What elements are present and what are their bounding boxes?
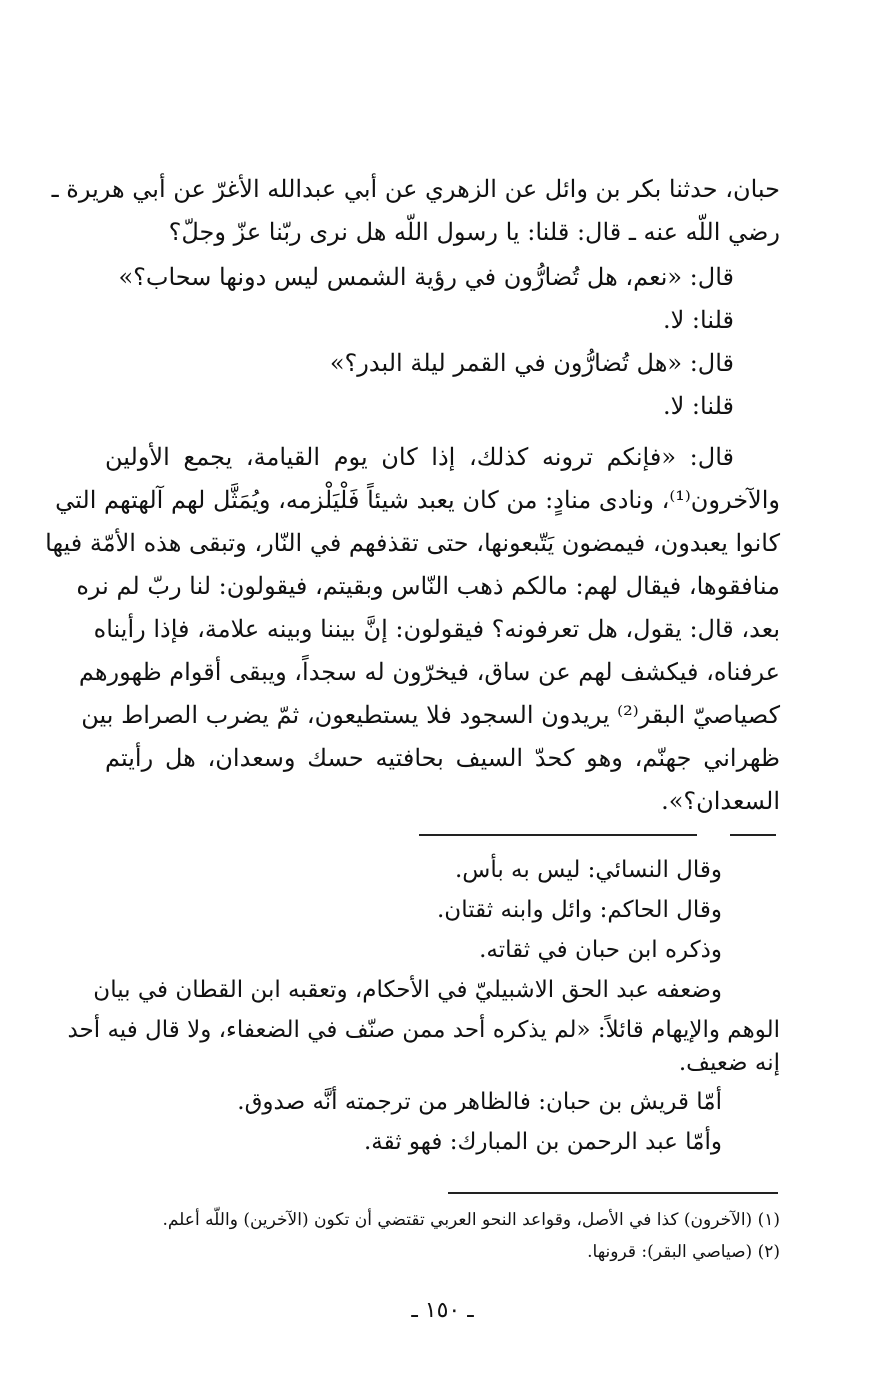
text-line: حبان، حدثنا بكر بن وائل عن الزهري عن أبي عبدالله الأغرّ عن أبي هريرة ـ: [51, 175, 780, 203]
dialogue-line: قال: «نعم، هل تُضارُّون في رؤية الشمس ليس دونها سحاب؟»: [118, 263, 734, 291]
text-line: عرفناه، فيكشف لهم عن ساق، فيخرّون له سجداً، ويبقى أقوام ظهورهم: [78, 658, 780, 686]
page-number: ـ ١٥٠ ـ: [411, 1298, 474, 1323]
dialogue-block: [105, 256, 780, 428]
text-line: كصياصيّ البقر⁽²⁾ يريدون السجود فلا يستطيعون، ثمّ يضرب الصراط بين: [81, 701, 780, 729]
text-line: ظهراني جهنّم، وهو كحدّ السيف بحافتيه حسك وسعدان، هل رأيتم: [105, 744, 780, 772]
footnote-rule: [448, 1192, 778, 1194]
text-line: رضي اللّه عنه ـ قال: قلنا: يا رسول اللّه هل نرى ربّنا عزّ وجلّ؟: [168, 218, 780, 246]
text-line: السعدان؟».: [661, 787, 780, 815]
note-line: وضعفه عبد الحق الاشبيليّ في الأحكام، وتعقبه ابن القطان في بيان: [93, 977, 722, 1003]
note-line: وقال النسائي: ليس به بأس.: [454, 857, 722, 883]
footnote: (٢) (صياصي البقر): قرونها.: [587, 1242, 780, 1262]
commentary-block: [67, 850, 780, 1162]
note-line: وذكره ابن حبان في ثقاته.: [479, 937, 722, 963]
isnad-paragraph: [51, 168, 780, 254]
text-line: بعد، قال: يقول، هل تعرفونه؟ فيقولون: إنَّ بيننا وبينه علامة، فإذا رأيناه: [93, 615, 780, 643]
dialogue-line: قال: «هل تُضارُّون في القمر ليلة البدر؟»: [329, 349, 734, 377]
footnotes-block: [105, 1204, 780, 1268]
dialogue-line: قلنا: لا.: [662, 306, 734, 334]
hadith-paragraph: [45, 436, 780, 823]
text-line: كانوا يعبدون، فيمضون يَتّبعونها، حتى تقذفهم في النّار، وتبقى هذه الأمّة فيها: [45, 529, 780, 557]
text-line: منافقوها، فيقال لهم: مالكم ذهب النّاس وبقيتم، فيقولون: لنا ربّ لم نره: [76, 572, 780, 600]
note-line: وقال الحاكم: وائل وابنه ثقتان.: [437, 897, 722, 923]
note-line: أمّا قريش بن حبان: فالظاهر من ترجمته أنَّه صدوق.: [237, 1089, 722, 1115]
note-line: وأمّا عبد الرحمن بن المبارك: فهو ثقة.: [363, 1129, 722, 1155]
separator-rule: [419, 834, 697, 836]
dialogue-line: قلنا: لا.: [662, 392, 734, 420]
note-line: إنه ضعيف.: [678, 1050, 780, 1076]
text-line: والآخرون⁽¹⁾، ونادى منادٍ: من كان يعبد شيئاً فَلْيَلْزمه، ويُمَثَّل لهم آلهتهم التي: [55, 486, 780, 514]
separator-rule: [730, 834, 776, 836]
note-line: الوهم والإيهام قائلاً: «لم يذكره أحد ممن صنّف في الضعفاء، ولا قال فيه أحد: [67, 1017, 780, 1043]
footnote: (١) (الآخرون) كذا في الأصل، وقواعد النحو العربي تقتضي أن تكون (الآخرين) واللّه أعلم.: [162, 1210, 780, 1230]
text-line: قال: «فإنكم ترونه كذلك، إذا كان يوم القيامة، يجمع الأولين: [105, 443, 734, 471]
